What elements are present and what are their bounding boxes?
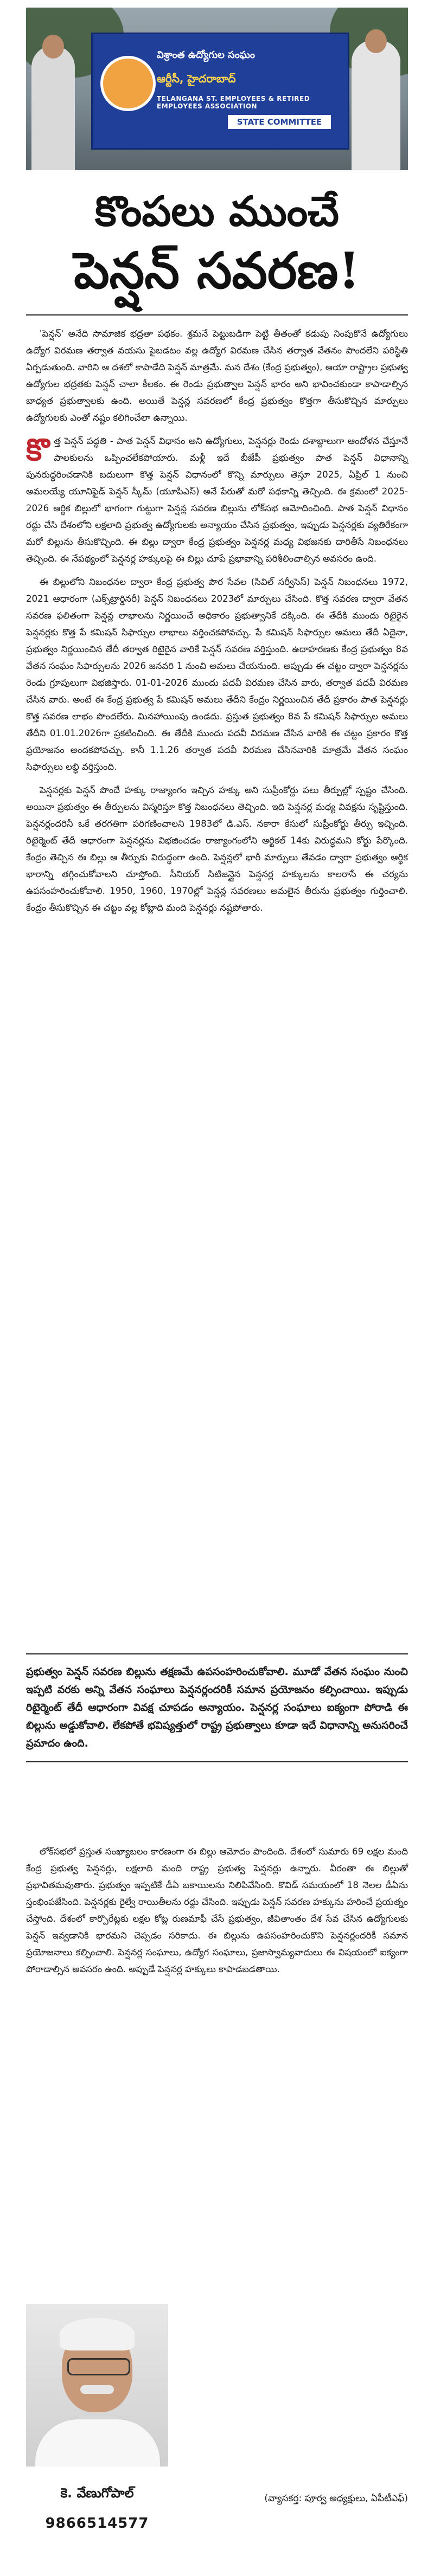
state-committee-label: STATE COMMITTEE (HYDERABAD) bbox=[227, 114, 332, 130]
intro-paragraph: 'పెన్షన్' అనేది సామాజిక భద్రతా పథకం. శ్రమనే పెట్టుబడిగా పెట్టి తీతంతో కడుపు నింపుకొనే ఉద్యోగులు ఉద్యోగ విరమణ తర్వాత వయసు పైబడటం వల్ల ఉద్యోగ విరమణ చేసిన తర్వాత వేతనం పొందలేని పరిస్థితి ఏర్పడుతుంది. వారిని ఆ దశలో కాపాడేది పెన్షన్ మాత్రమే. మన దేశం (కేంద్ర ప్రభుత్వం), ఆయా రాష్ట్రాల ప్రభుత్వ ఉద్యోగుల భద్రతకు పెన్షన్ చాలా కీలకం. ఈ రెండు ప్రభుత్వాల పెన్షన్ భారం అని భావించకుండా కాపాడాల్సిన బాధ్యత ప్రభుత్వాలకు ఉంది. అయితే పెన్షన్ల సవరణలో కేంద్ర ప్రభుత్వం కొత్తగా తీసుకొచ్చిన మార్పులు ఉద్యోగులకు ఎంతో నష్టం కలిగించేలా ఉన్నాయి. bbox=[26, 329, 408, 423]
protest-photo bbox=[26, 8, 408, 170]
paragraph-1 bbox=[26, 433, 408, 567]
headline-line-1: కొంపలు ముంచే bbox=[94, 187, 340, 235]
article-body bbox=[26, 325, 408, 923]
banner-line-1: విశ్రాంత ఉద్యోగుల సంఘం bbox=[157, 49, 256, 61]
paragraph-3: పెన్షనర్లకు పెన్షన్ పొందే హక్కు రాజ్యాంగం ఇచ్చిన హక్కు అని సుప్రీంకోర్టు పలు తీర్పుల్లో స్పష్టం చేసింది. అయినా ప్రభుత్వం ఈ తీర్పులను విస్మరిస్తూ కొత్త నిబంధనలు తెచ్చింది. ఇది పెన్షనర్ల మధ్య వివక్షను సృష్టిస్తుంది. పెన్షనర్లందరినీ ఒకే తరగతిగా పరిగణించాలని 1983లో డి.ఎస్. నకారా కేసులో సుప్రీంకోర్టు తీర్పు ఇచ్చింది. రిటైర్మెంట్ తేదీ ఆధారంగా పెన్షనర్లను విభజించడం రాజ్యాంగంలోని ఆర్టికల్ 14కు విరుద్ధమని కోర్టు పేర్కొంది. కేంద్రం తెచ్చిన ఈ బిల్లు ఆ తీర్పుకు విరుద్ధంగా ఉంది. పెన్షన్లలో భారీ మార్పులు తేవడం ద్వారా ప్రభుత్వం ఆర్థిక భారాన్ని తగ్గించుకోవాలని చూస్తోంది. సీనియర్ సిటిజన్లైన పెన్షనర్ల హక్కులను కాలరాసే ఈ చర్యను ఉపసంహరించుకోవాలి. 1950, 1960, 1970ల్లో పెన్షన్ల సవరణలు అమలైన తీరును ప్రభుత్వం గుర్తించాలి. కేంద్రం తీసుకొచ్చిన ఈ చట్టం వల్ల కోట్లాది మంది పెన్షనర్లు నష్టపోతారు. bbox=[26, 785, 408, 913]
headline bbox=[26, 184, 408, 302]
banner-line-3: TELANGANA ST. EMPLOYEES & RETIRED EMPLOYEES ASSOCIATION bbox=[157, 95, 310, 110]
headline-divider bbox=[26, 314, 408, 315]
paragraph-2: ఈ బిల్లులోని నిబంధనల ద్వారా కేంద్ర ప్రభుత్వ పౌర సేవల (సివిల్ సర్వీసెస్) పెన్షన్ నిబంధనలు 1972, 2021 ఆధారంగా (ఎక్స్‌ట్రార్డినరీ) పెన్షన్ నిబంధనలు 2023లో మార్పులు చేసింది. కొత్త సవరణ ద్వారా వేతన సవరణ ఫలితంగా పెన్షన్ల లాభాలను నిర్ణయించే అధికారం ప్రభుత్వానికే దక్కింది. ఈ తేదీకి ముందు రిటైరైన పెన్షనర్లకు కొత్త పే కమిషన్ సిఫార్సుల లాభాలు వర్తించకపోవచ్చు. పే కమిషన్ సిఫార్సుల అమలు తేదీ ఏదైనా, ప్రభుత్వం నిర్ణయించిన తేదీ తర్వాత రిటైరైన వారికే పెన్షన్ సవరణ వర్తిస్తుంది. ఉదాహరణకు కేంద్ర ప్రభుత్వం 8వ వేతన సంఘం సిఫార్సులను 2026 జనవరి 1 నుంచి అమలు చేయనుంది. అప్పుడు ఈ చట్టం ద్వారా పెన్షనర్లను రెండు గ్రూపులుగా విభజిస్తారు. 01-01-2026 ముందు పదవీ విరమణ చేసిన వారు, తర్వాత పదవీ విరమణ చేసిన వారు. అంటే ఈ కేంద్ర ప్రభుత్వ పే కమిషన్ అమలు తేదీని కేంద్రం నిర్ణయించిన తేదీ ప్రకారం పాత పెన్షనర్లు కొత్త సవరణ లాభం పొందలేరు. మినహాయింపు ఉండదు. ప్రస్తుత ప్రభుత్వం 8వ పే కమిషన్ సిఫార్సుల అమలు తేదీని 01.01.2026గా ప్రకటించింది. ఈ తేదీకి ముందు పదవీ విరమణ చేసిన వారికి ఈ చట్టం ప్రకారం కొత్త ప్రయోజనం అందకపోవచ్చు. కానీ 1.1.26 తర్వాత పదవీ విరమణ చేసినవారికి మాత్రమే వేతన సంఘం సిఫార్సులు లబ్ధి వర్తిస్తుంది. bbox=[26, 577, 408, 772]
author-phone: 9866514577 bbox=[45, 2515, 149, 2532]
article-body-continued bbox=[26, 1843, 408, 1978]
banner-line-2: ఆర్టీసీ, హైదరాబాద్ bbox=[157, 72, 236, 85]
author-photo bbox=[26, 2304, 168, 2466]
pull-quote: ప్రభుత్వం పెన్షన్ సవరణ బిల్లును తక్షణమే ఉపసంహరించుకోవాలి. మూడో వేతన సంఘం నుంచి ఇప్పటి వరకు అన్ని వేతన సంఘాలు పెన్షనర్లందరికీ సమాన ప్రయోజనం కల్పించాయి. ఇప్పుడు రిటైర్మెంట్ తేదీ ఆధారంగా వివక్ష చూపడం అన్యాయం. పెన్షనర్ల సంఘాలు ఐక్యంగా పోరాడి ఈ బిల్లును అడ్డుకోవాలి. లేకపోతే భవిష్యత్తులో రాష్ట్ర ప్రభుత్వాలు కూడా ఇదే విధానాన్ని అనుసరించే ప్రమాదం ఉంది. bbox=[26, 1653, 408, 1762]
dropcap: కొ bbox=[26, 432, 50, 468]
author-note: (వ్యాసకర్త: పూర్వ అధ్యక్షులు, ఏపీటీఎఫ్) bbox=[264, 2493, 408, 2504]
headline-line-2: పెన్షన్ సవరణ! bbox=[74, 241, 360, 300]
association-logo bbox=[100, 56, 156, 111]
paragraph-4: లోక్‌సభలో ప్రస్తుత సంఖ్యాబలం కారణంగా ఈ బిల్లు ఆమోదం పొందింది. దేశంలో సుమారు 69 లక్షల మంది కేంద్ర ప్రభుత్వ పెన్షనర్లు, లక్షలాది మంది రాష్ట్ర ప్రభుత్వ పెన్షనర్లు ఉన్నారు. వీరంతా ఈ బిల్లుతో ప్రభావితమవుతారు. ప్రభుత్వం ఇప్పటికే డీఏ బకాయిలను నిలిపివేసింది. కొవిడ్ సమయంలో 18 నెలల డీఏను స్తంభింపజేసింది. పెన్షనర్లకు రైల్వే రాయితీలను రద్దు చేసింది. ఇప్పుడు పెన్షన్ సవరణ హక్కును హరించే ప్రయత్నం చేస్తోంది. దేశంలో కార్పొరేట్లకు లక్షల కోట్ల రుణమాఫీ చేసే ప్రభుత్వం, జీవితాంతం దేశ సేవ చేసిన ఉద్యోగులకు పెన్షన్ ఇవ్వడానికి భారమని చెప్పడం సరికాదు. ఈ బిల్లును ఉపసంహరించుకొని పెన్షనర్లందరికీ సమాన ప్రయోజనాలు కల్పించాలి. పెన్షనర్ల సంఘాలు, ఉద్యోగ సంఘాలు, ప్రజాస్వామ్యవాదులు ఈ విషయంలో ఐక్యంగా పోరాడాల్సిన అవసరం ఉంది. అప్పుడే పెన్షనర్ల హక్కులు కాపాడబడతాయి. bbox=[26, 1846, 408, 1974]
author-name: కె. వేణుగోపాల్ bbox=[60, 2485, 134, 2501]
paragraph-1-text: త్త పెన్షన్ పద్ధతి - పాత పెన్షన్ విధానం అని ఉద్యోగులు, పెన్షనర్లు రెండు దశాబ్దాలుగా ఆందోళన చేస్తూనే పాలకులను ఒప్పించలేకపోయారు. మళ్లీ ఇదే బీజేపీ ప్రభుత్వం పాత పెన్షన్ విధానాన్ని పునరుద్ధరించడానికి బదులుగా కొత్త పెన్షన్ విధానంలో కొన్ని మార్పులు తెస్తూ 2025, ఏప్రిల్ 1 నుంచి అమలయ్యే యూనిఫైడ్ పెన్షన్ స్కీమ్ (యూపీఎస్) అనే పేరుతో మరో పథకాన్ని తెచ్చింది. ఈ క్రమంలో 2025-2026 ఆర్థిక బిల్లులో భాగంగా గుట్టుగా పెన్షన్ల సవరణ బిల్లును లోక్‌సభ ఆమోదించింది. పాత పెన్షన్ విధానం రద్దు చేసి దేశంలోని లక్షలాది ప్రభుత్వ ఉద్యోగులకు అన్యాయం చేసిన ప్రభుత్వం, ఇప్పుడు పెన్షనర్లకు వ్యతిరేకంగా మరో బిల్లును తీసుకొచ్చింది. ఈ బిల్లు ద్వారా కేంద్ర ప్రభుత్వం పెన్షనర్ల మధ్య విభజనకు దారితీసే నిబంధనలు తెచ్చింది. ఈ నేపథ్యంలో పెన్షనర్ల హక్కులపై ఈ బిల్లు చూపే ప్రభావాన్ని పరిశీలించాల్సిన అవసరం ఉంది. bbox=[26, 436, 408, 564]
